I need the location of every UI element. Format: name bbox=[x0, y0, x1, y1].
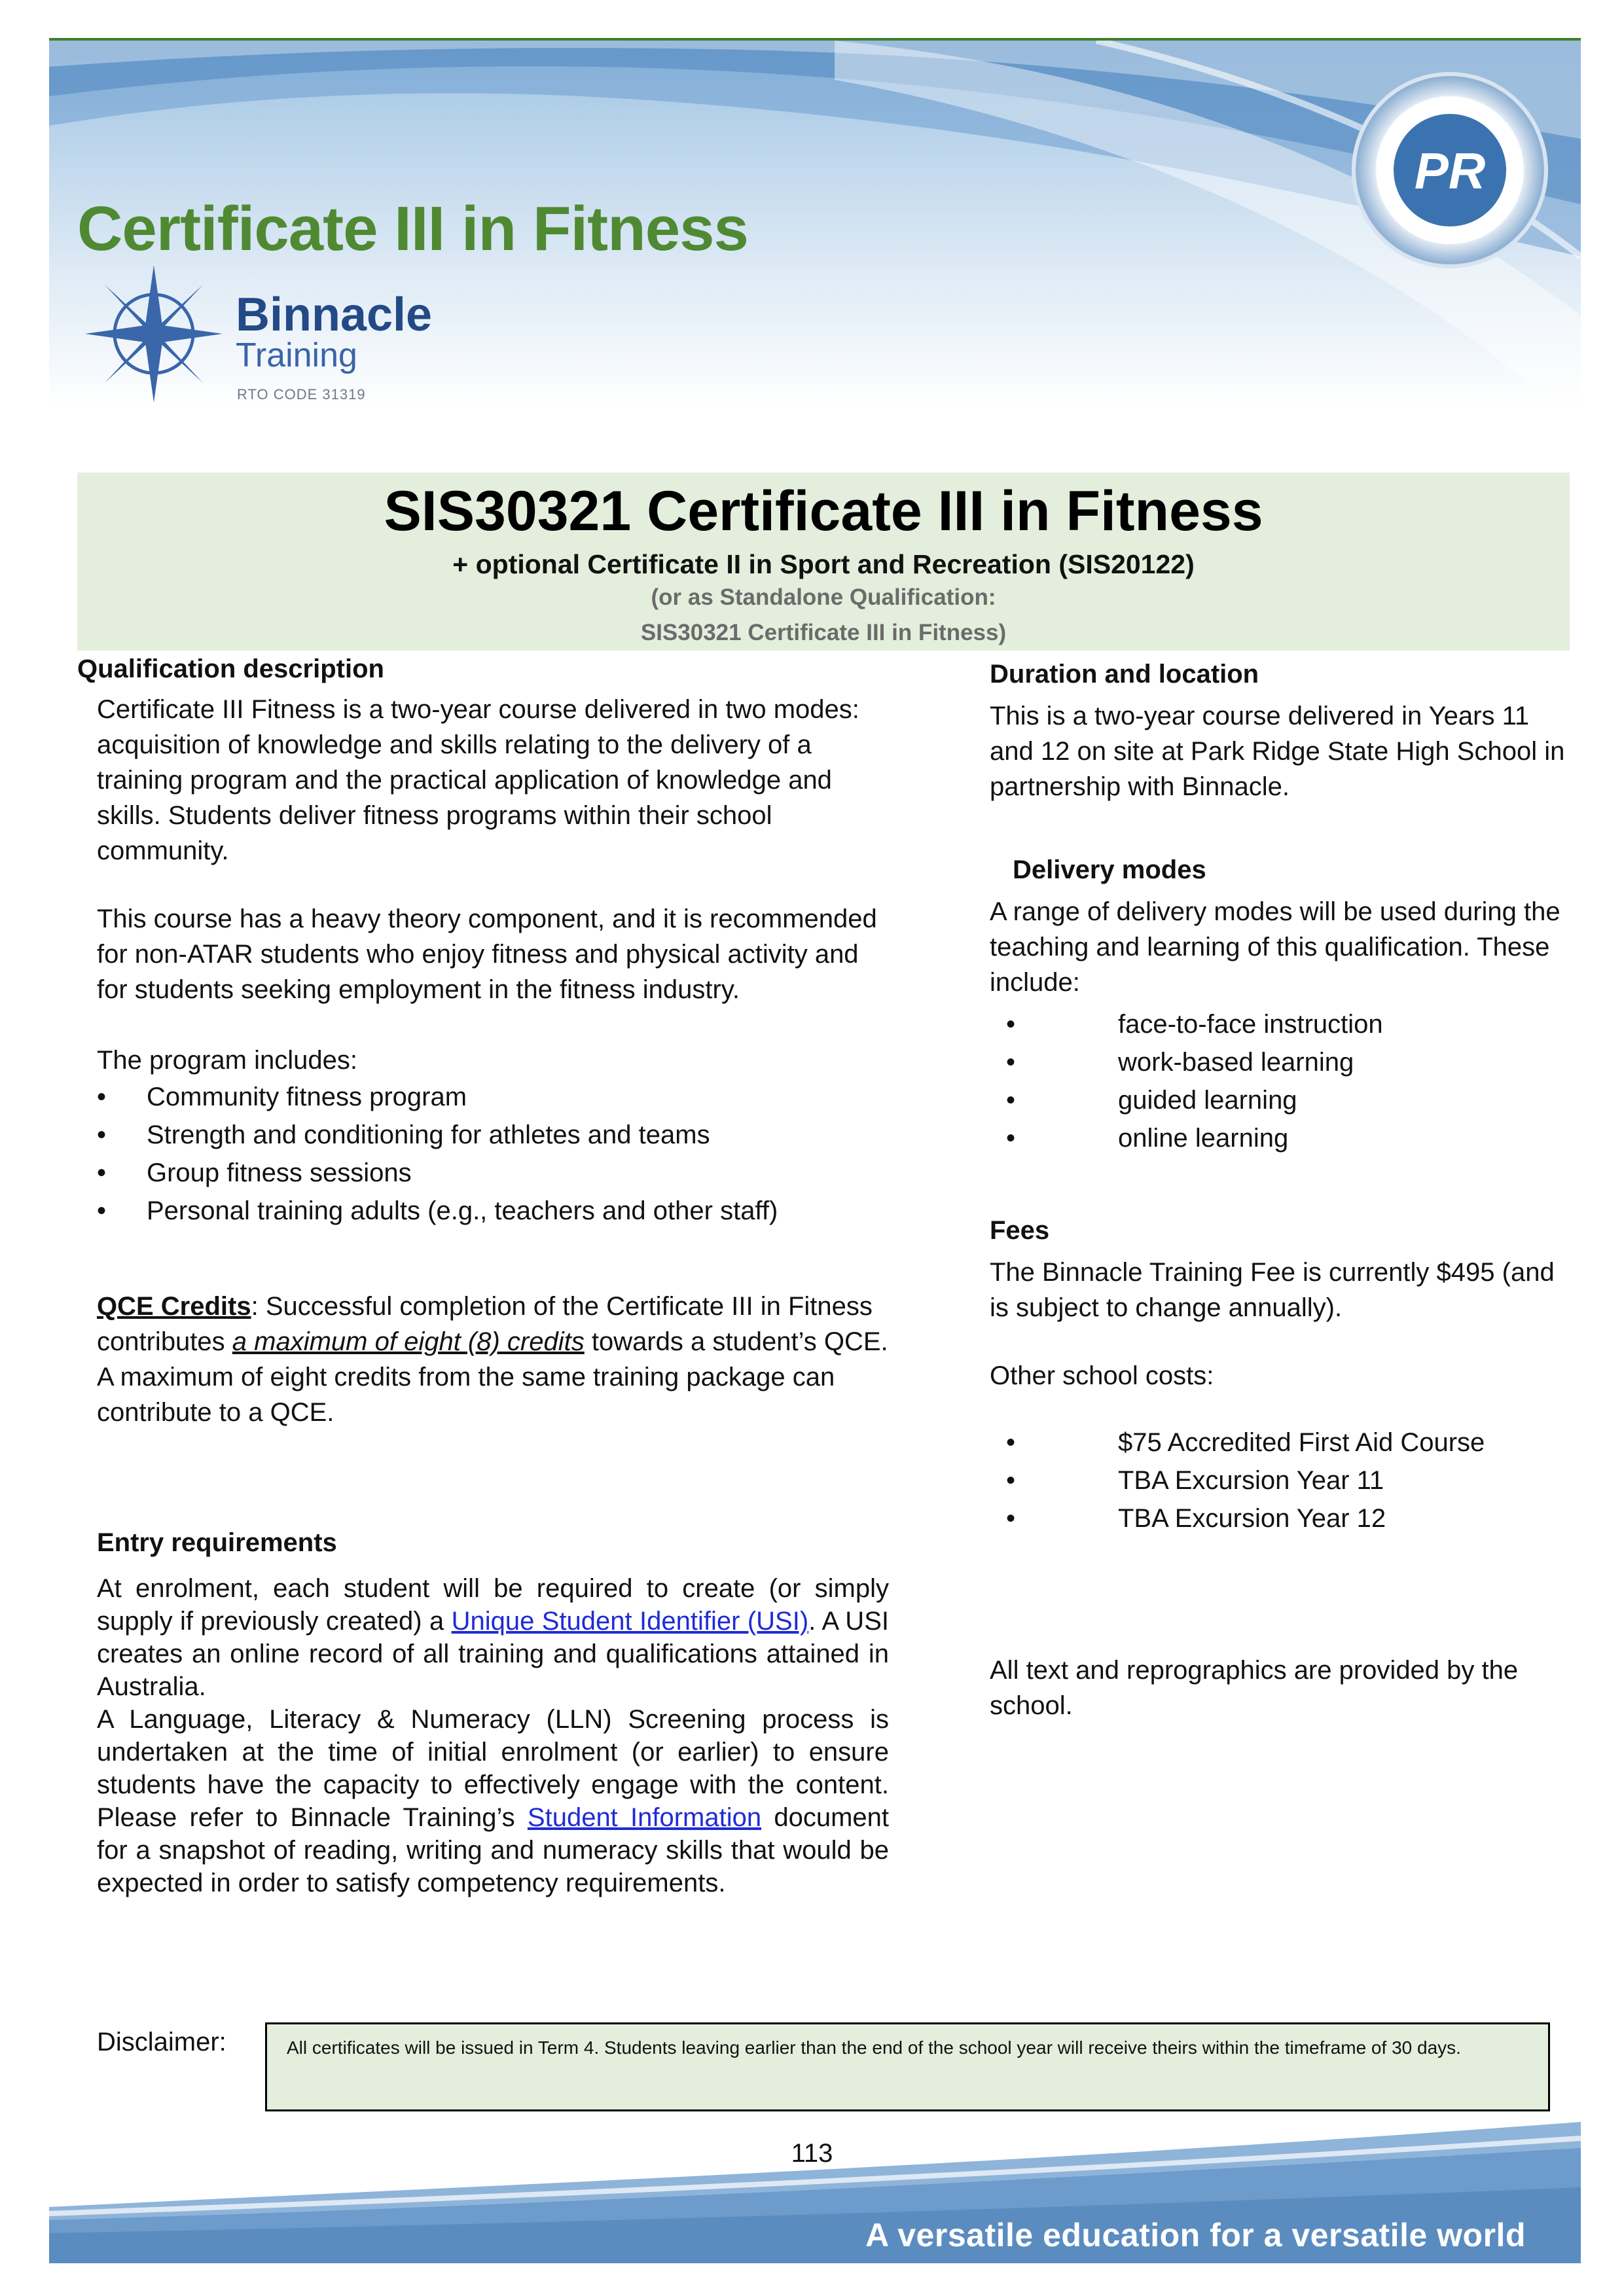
list-item: • Strength and conditioning for athletes and teams bbox=[97, 1121, 710, 1149]
page-number: 113 bbox=[791, 2139, 833, 2168]
reprographics-note: All text and reprographics are provided by the school. bbox=[990, 1656, 1519, 1720]
fees-heading: Fees bbox=[990, 1216, 1050, 1245]
qualification-description-para1: Certificate III Fitness is a two-year course delivered in two modes: acquisition of knowledge and skills relating to the delivery of a training program and the practical application of knowledge and skills. Students deliver fitness programs within their school community. bbox=[97, 695, 859, 865]
entry-requirements-para2: A Language, Literacy & Numeracy (LLN) Screening process is undertaken at the time of initial enrolment (or earlier) to ensure students have the capacity to effectively engage with the content. Please refer to Binnacle Training’s Student Information document for a snapshot of reading, writing and numeracy skills that would be expected in order to satisfy competency requirements. bbox=[97, 1705, 890, 1897]
student-information-link[interactable]: Student Information bbox=[527, 1803, 762, 1832]
provider-logo-sub: Training bbox=[236, 336, 357, 374]
school-seal-initials: PR bbox=[1414, 142, 1486, 200]
duration-text: This is a two-year course delivered in Years 11 and 12 on site at Park Ridge State High School in partnership with Binnacle. bbox=[990, 702, 1565, 801]
fees-text: The Binnacle Training Fee is currently $495 (and is subject to change annually). bbox=[990, 1258, 1555, 1322]
qualification-subtitle: + optional Certificate II in Sport and Recreation (SIS20122) bbox=[452, 549, 1195, 579]
delivery-modes-text: A range of delivery modes will be used during the teaching and learning of this qualification. These include: bbox=[990, 897, 1561, 997]
qce-credits-paragraph: QCE Credits: Successful completion of the Certificate III in Fitness contributes a maximum of eight (8) credits towards a student’s QCE. A maximum of eight credits from the same training package can contribute to a QCE. bbox=[97, 1292, 888, 1427]
disclaimer-label: Disclaimer: bbox=[97, 2028, 226, 2056]
list-item: • $75 Accredited First Aid Course bbox=[1006, 1428, 1485, 1457]
list-item: • Community fitness program bbox=[97, 1083, 467, 1111]
other-costs-list bbox=[990, 1424, 1566, 1537]
qualification-note-line2: SIS30321 Certificate III in Fitness) bbox=[640, 620, 1007, 645]
school-seal-emblem bbox=[1388, 109, 1511, 232]
list-item: • Group fitness sessions bbox=[97, 1158, 412, 1187]
entry-requirements-para1: At enrolment, each student will be required to create (or simply supply if previously created) a Unique Student Identifier (USI). A USI creates an online record of all training and qualifications attained in Australia. bbox=[97, 1574, 889, 1701]
qualification-description-heading: Qualification description bbox=[77, 655, 384, 683]
list-item: • TBA Excursion Year 11 bbox=[1006, 1466, 1384, 1495]
program-list bbox=[97, 1078, 889, 1230]
qualification-description-para2: This course has a heavy theory component, and it is recommended for non-ATAR students who enjoy fitness and physical activity and for students seeking employment in the fitness industry. bbox=[97, 905, 877, 1004]
page-title: Certificate III in Fitness bbox=[77, 194, 748, 264]
right-column bbox=[990, 660, 1566, 1723]
school-seal-logo bbox=[1352, 72, 1548, 268]
program-intro: The program includes: bbox=[97, 1046, 357, 1075]
list-item: • online learning bbox=[1006, 1124, 1289, 1153]
disclaimer-box: All certificates will be issued in Term 4. Students leaving earlier than the end of the school year will receive theirs within the timeframe of 30 days. bbox=[265, 2022, 1550, 2111]
list-item: • guided learning bbox=[1006, 1086, 1297, 1115]
list-item: • TBA Excursion Year 12 bbox=[1006, 1504, 1386, 1533]
qce-credits-label: QCE Credits bbox=[97, 1292, 251, 1321]
list-item: • Personal training adults (e.g., teachers and other staff) bbox=[97, 1196, 778, 1225]
qualification-heading-block bbox=[77, 473, 1570, 651]
qualification-note-line1: (or as Standalone Qualification: bbox=[651, 584, 996, 610]
compass-icon bbox=[85, 265, 223, 403]
entry-requirements-heading: Entry requirements bbox=[97, 1528, 337, 1557]
list-item: • face-to-face instruction bbox=[1006, 1010, 1383, 1039]
qualification-title: SIS30321 Certificate III in Fitness bbox=[384, 480, 1263, 543]
provider-rto-code: RTO CODE 31319 bbox=[237, 386, 366, 403]
left-column bbox=[77, 655, 889, 1899]
usi-link[interactable]: Unique Student Identifier (USI) bbox=[451, 1607, 809, 1636]
duration-heading: Duration and location bbox=[990, 660, 1259, 689]
delivery-modes-list bbox=[990, 1005, 1566, 1157]
delivery-modes-heading: Delivery modes bbox=[1013, 855, 1206, 884]
provider-logo-name: Binnacle bbox=[236, 289, 433, 341]
list-item: • work-based learning bbox=[1006, 1048, 1354, 1077]
footer-tagline: A versatile education for a versatile world bbox=[865, 2217, 1526, 2253]
other-costs-label: Other school costs: bbox=[990, 1361, 1214, 1390]
qce-credits-emphasis: a maximum of eight (8) credits bbox=[232, 1327, 585, 1356]
